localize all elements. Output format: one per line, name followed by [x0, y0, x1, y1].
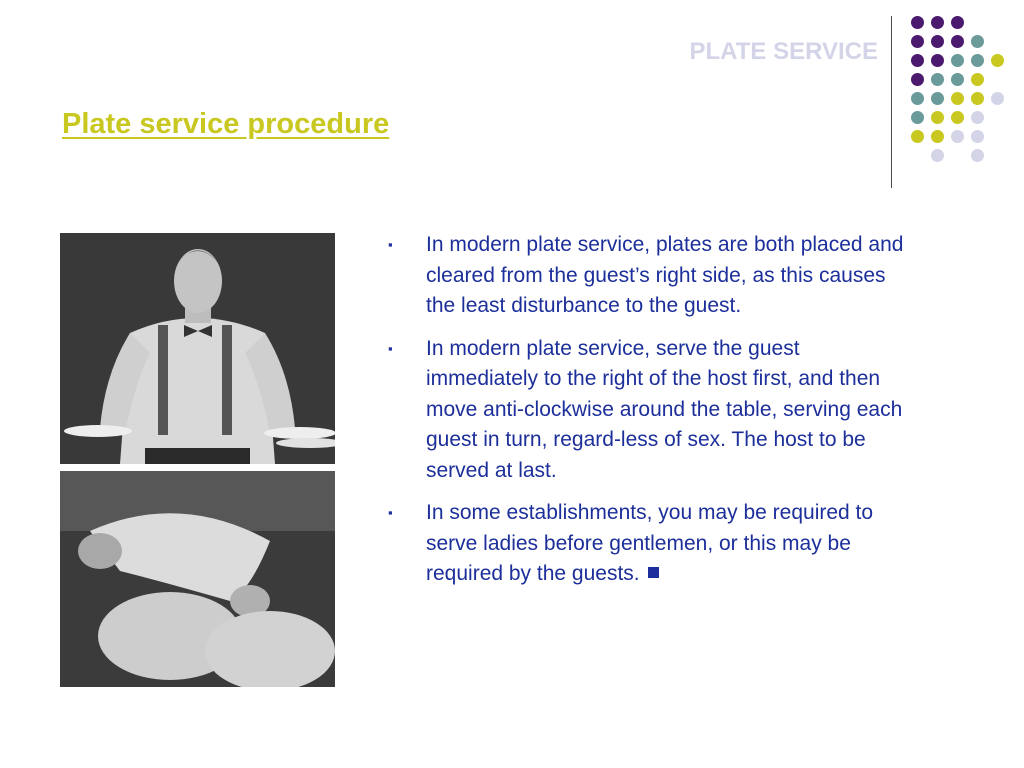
decor-dot: [931, 35, 944, 48]
bullet-marker: ▪: [388, 237, 393, 252]
decor-dot: [911, 54, 924, 67]
decor-dot: [971, 130, 984, 143]
decor-dot: [971, 73, 984, 86]
decor-dot: [931, 16, 944, 29]
bullet-list: [386, 230, 906, 602]
decor-dot: [951, 130, 964, 143]
bullet-text: In modern plate service, plates are both placed and cleared from the guest’s right side, as this causes the least disturbance to the guest.: [426, 233, 904, 317]
decor-dot: [931, 73, 944, 86]
decor-dot: [911, 92, 924, 105]
bullet-marker: ▪: [388, 505, 393, 520]
decor-dot: [971, 35, 984, 48]
decor-dot: [931, 111, 944, 124]
decor-dot: [971, 111, 984, 124]
decor-dot: [931, 92, 944, 105]
bullet-text: In modern plate service, serve the guest immediately to the right of the host first, and then move anti-clockwise around the table, serving each guest in turn, regard-less of sex. The host to be served at last.: [426, 336, 903, 482]
photo-hands-with-plates: [60, 471, 335, 687]
decor-dot: [991, 54, 1004, 67]
decor-dot: [991, 92, 1004, 105]
decor-dot: [951, 16, 964, 29]
decor-dot: [911, 130, 924, 143]
decor-dot: [951, 54, 964, 67]
section-header-label: PLATE SERVICE: [689, 38, 878, 65]
end-of-slide-marker-icon: [648, 567, 659, 578]
decor-dot: [911, 16, 924, 29]
bullet-marker: ▪: [388, 340, 393, 356]
bullet-item: [386, 498, 906, 590]
decor-dot: [911, 111, 924, 124]
decorative-dot-grid: [905, 14, 1015, 174]
decor-dot: [971, 54, 984, 67]
decor-dot: [951, 111, 964, 124]
decor-dot: [951, 73, 964, 86]
decor-dot: [931, 149, 944, 162]
decor-dot: [971, 149, 984, 162]
bullet-item: [386, 230, 906, 322]
decor-dot: [971, 92, 984, 105]
slide-title: Plate service procedure: [62, 108, 390, 140]
decor-dot: [911, 35, 924, 48]
photo-waiter-with-plates: [60, 233, 335, 464]
bullet-text: In some establishments, you may be required to serve ladies before gentlemen, or this may be required by the guests.: [426, 501, 874, 585]
decor-dot: [911, 73, 924, 86]
decor-dot: [931, 130, 944, 143]
decor-dot: [931, 54, 944, 67]
header-divider: [891, 16, 892, 188]
decor-dot: [951, 92, 964, 105]
decor-dot: [951, 35, 964, 48]
bullet-item: [386, 334, 906, 487]
